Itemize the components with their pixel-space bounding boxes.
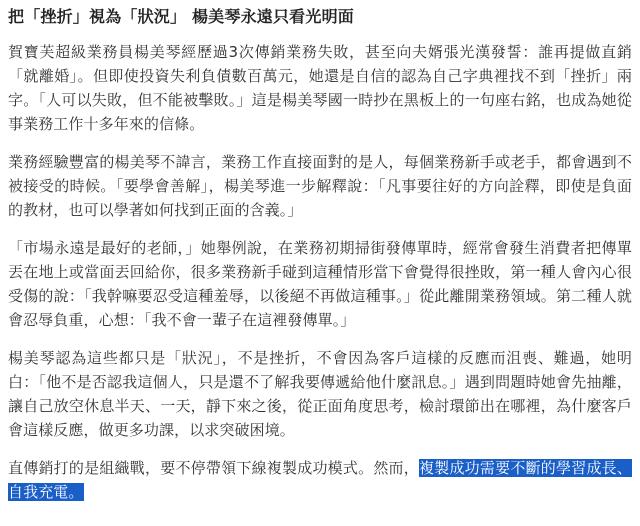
paragraph: 楊美琴認為這些都只是「狀況」，不是挫折，不會因為客戶這樣的反應而沮喪、難過，她明白：「他不是否認我這個人，只是還不了解我要傳遞給他什麼訊息。」遇到問題時她會先抽離，讓自己放空休息半天、一天，靜下來之後，從正面角度思考，檢討環節出在哪裡，為什麼客戶會這樣反應，做更多功課，以求突破困境。 — [8, 349, 632, 439]
paragraph-text: 直傳銷打的是組織戰，要不停帶領下線複製成功模式。然而， — [8, 459, 420, 477]
paragraph: 「市場永遠是最好的老師，」她舉例說，在業務初期掃街發傳單時，經常會發生消費者把傳單丟在地上或當面丟回給你，很多業務新手碰到這種情形當下會覺得很挫敗，第一種人會內心很受傷的說：「我幹嘛要忍受這種羞辱，以後絕不再做這種事。」從此離開業務領域。第二種人就會忍辱負重，心想：「我不會一輩子在這裡發傳單。」 — [8, 239, 632, 329]
selected-text[interactable]: 複製成功需要不斷的學習成長、自我充電。 — [8, 459, 633, 501]
article-title: 把「挫折」視為「狀況」 楊美琴永遠只看光明面 — [8, 7, 354, 26]
paragraph: 賀寶芙超級業務員楊美琴經歷過3次傳銷業務失敗，甚至向夫婿張光漢發誓：誰再提做直銷「就離婚」。但即使投資失利負債數百萬元，她還是自信的認為自己字典裡找不到「挫折」兩字。「人可以失敗，但不能被擊敗。」這是楊美琴國一時抄在黑板上的一句座右銘，也成為她從事業務工作十多年來的信條。 — [8, 43, 632, 133]
paragraph-last — [8, 456, 632, 504]
paragraph: 業務經驗豐富的楊美琴不諱言，業務工作直接面對的是人，每個業務新手或老手，都會遇到不被接受的時候。「要學會善解」，楊美琴進一步解釋說：「凡事要往好的方向詮釋，即使是負面的教材，也可以學著如何找到正面的含義。」 — [8, 153, 632, 219]
